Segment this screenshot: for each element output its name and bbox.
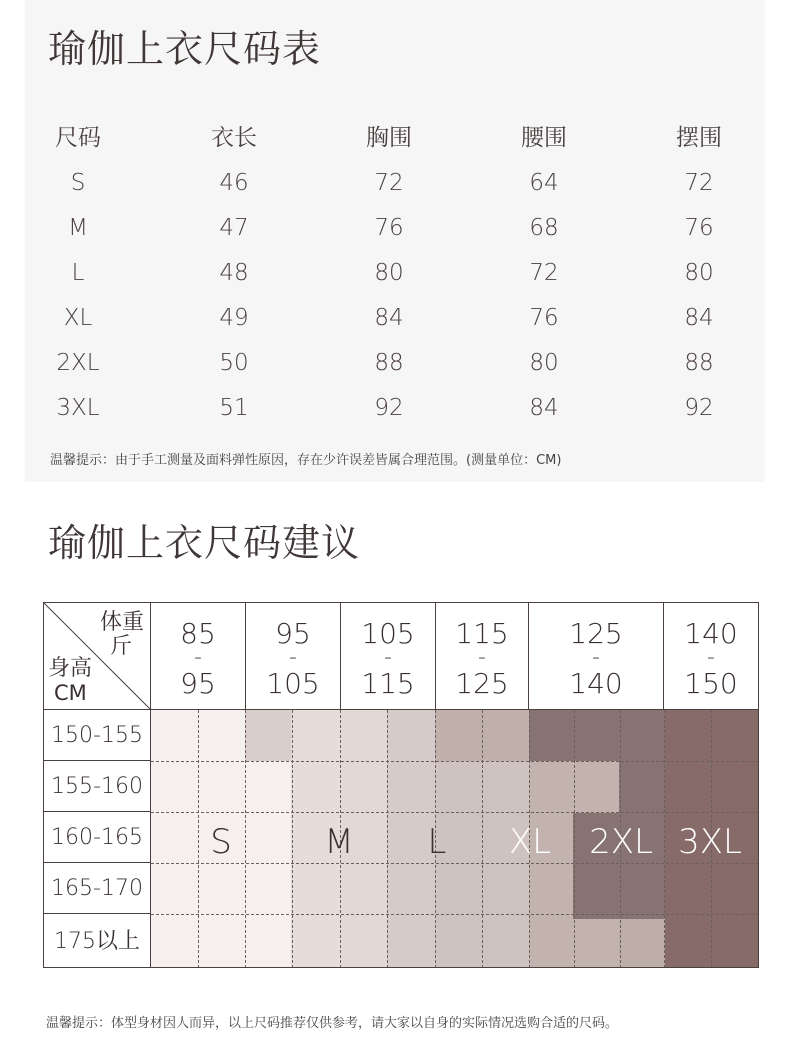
weight-range-header: [245, 602, 341, 710]
cell-length: 51: [219, 395, 249, 421]
height-range-label: 150-155: [43, 709, 151, 761]
size-label-2xl: 2XL: [589, 822, 653, 862]
weight-from: 115: [455, 617, 509, 650]
table-row: [0, 253, 790, 293]
weight-label: 体重: [99, 610, 144, 635]
grid-line: [482, 710, 483, 968]
size-label-xl: XL: [508, 822, 552, 862]
weight-from: 85: [180, 617, 216, 650]
grid-line: [245, 710, 246, 968]
weight-to: 125: [455, 667, 509, 700]
grid-line: [151, 914, 759, 915]
weight-to: 140: [569, 667, 623, 700]
weight-range-header: [435, 602, 529, 710]
header-hem: 摆围: [676, 125, 722, 151]
cell-waist: 84: [529, 395, 559, 421]
size-zone-xl-lower: [573, 919, 619, 968]
cell-chest: 76: [374, 215, 404, 241]
grid-line: [664, 710, 665, 968]
weight-range-header: [528, 602, 664, 710]
weight-dash: -: [707, 645, 715, 670]
grid-line: [387, 710, 388, 968]
size-label-m: M: [324, 822, 354, 862]
weight-to: 105: [266, 667, 320, 700]
cell-size: M: [68, 215, 88, 241]
cell-hem: 88: [684, 350, 714, 376]
cell-length: 46: [219, 170, 249, 196]
cell-hem: 72: [684, 170, 714, 196]
table-row: [0, 388, 790, 428]
table-row: [0, 343, 790, 383]
weight-to: 115: [361, 667, 415, 700]
cell-length: 47: [219, 215, 249, 241]
weight-dash: -: [478, 645, 486, 670]
grid-line: [151, 812, 759, 813]
cell-length: 50: [219, 350, 249, 376]
cell-length: 48: [219, 260, 249, 286]
weight-from: 140: [684, 617, 738, 650]
header-size: 尺码: [55, 125, 101, 151]
size-label-l: L: [427, 822, 447, 862]
cell-waist: 72: [529, 260, 559, 286]
weight-from: 125: [569, 617, 623, 650]
size-chart-header-row: [0, 118, 790, 158]
size-zone-s-upper: [245, 710, 291, 761]
height-range-label: 160-165: [43, 811, 151, 863]
weight-from: 95: [275, 617, 311, 650]
corner-cell: [43, 602, 151, 710]
size-zone-2xl: [573, 710, 619, 919]
cell-chest: 84: [374, 305, 404, 331]
cell-hem: 80: [684, 260, 714, 286]
header-length: 衣长: [211, 125, 257, 151]
cell-size: L: [71, 260, 85, 286]
weight-dash: -: [384, 645, 392, 670]
cell-waist: 76: [529, 305, 559, 331]
weight-from: 105: [361, 617, 415, 650]
cell-chest: 72: [374, 170, 404, 196]
table-row: [0, 208, 790, 248]
cell-hem: 84: [684, 305, 714, 331]
cell-size: XL: [63, 305, 93, 331]
size-label-s: S: [210, 822, 232, 862]
weight-range-header: [150, 602, 246, 710]
weight-range-header: [340, 602, 436, 710]
header-waist: 腰围: [521, 125, 567, 151]
grid-line: [198, 710, 199, 968]
size-chart-title: 瑜伽上衣尺码表: [48, 27, 322, 71]
cell-hem: 92: [684, 395, 714, 421]
size-zone-xl-lower: [619, 919, 665, 968]
cell-waist: 68: [529, 215, 559, 241]
grid-line: [574, 710, 575, 968]
size-recommend-grid: [43, 602, 759, 968]
cell-size: S: [70, 170, 86, 196]
weight-dash: -: [592, 645, 600, 670]
size-zone-s: [245, 761, 291, 968]
weight-to: 150: [684, 667, 738, 700]
cell-chest: 80: [374, 260, 404, 286]
size-zone-2xl-upper: [529, 710, 573, 761]
weight-unit: 斤: [109, 634, 132, 659]
recommend-title: 瑜伽上衣尺码建议: [48, 521, 361, 565]
height-range-label: 155-160: [43, 760, 151, 812]
recommend-note: 温馨提示：体型身材因人而异，以上尺码推荐仅供参考，请大家以自身的实际情况选购合适的尺码。: [46, 1016, 619, 1031]
weight-to: 95: [180, 667, 216, 700]
cell-hem: 76: [684, 215, 714, 241]
grid-line: [151, 863, 759, 864]
cell-length: 49: [219, 305, 249, 331]
grid-line: [292, 710, 293, 968]
weight-range-header: [663, 602, 759, 710]
cell-chest: 88: [374, 350, 404, 376]
measurement-note: 温馨提示：由于手工测量及面料弹性原因，存在少许误差皆属合理范围。(测量单位：CM): [50, 453, 562, 468]
table-row: [0, 163, 790, 203]
size-zone-2xl: [619, 710, 665, 919]
cell-waist: 80: [529, 350, 559, 376]
table-row: [0, 298, 790, 338]
cell-chest: 92: [374, 395, 404, 421]
cell-size: 2XL: [56, 350, 100, 376]
weight-dash: -: [194, 645, 202, 670]
height-unit: CM: [54, 681, 87, 705]
grid-line: [151, 761, 759, 762]
header-chest: 胸围: [366, 125, 412, 151]
height-range-label: 165-170: [43, 862, 151, 914]
weight-dash: -: [289, 645, 297, 670]
height-label: 身高: [48, 656, 93, 681]
cell-waist: 64: [529, 170, 559, 196]
size-label-3xl: 3XL: [678, 822, 742, 862]
height-range-label: 175以上: [43, 913, 151, 968]
cell-size: 3XL: [56, 395, 100, 421]
